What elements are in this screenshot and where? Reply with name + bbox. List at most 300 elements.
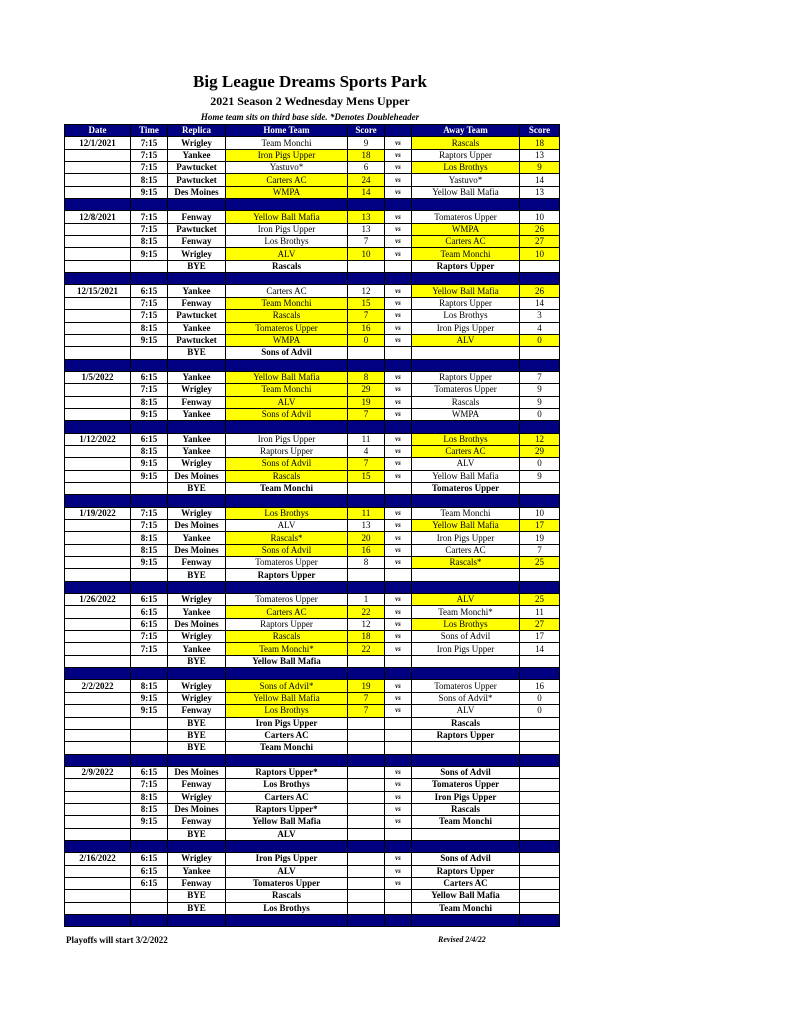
replica-cell: BYE — [168, 569, 226, 581]
away-score-cell: 17 — [520, 520, 560, 532]
away-score-cell — [520, 865, 560, 877]
date-cell — [65, 717, 131, 729]
away-team-cell: Rascals — [412, 803, 520, 815]
away-team-cell: Rascals* — [412, 557, 520, 569]
home-score-cell — [348, 816, 385, 828]
away-score-cell — [520, 655, 560, 667]
time-cell — [131, 742, 168, 754]
away-score-cell: 4 — [520, 322, 560, 334]
separator-cell — [226, 915, 348, 927]
home-score-cell — [348, 347, 385, 359]
away-team-cell: WMPA — [412, 408, 520, 420]
separator-cell — [226, 754, 348, 766]
replica-cell: Yankee — [168, 643, 226, 655]
header-away-score: Score — [520, 125, 560, 137]
home-team-cell: Rascals — [226, 470, 348, 482]
separator-cell — [412, 495, 520, 507]
date-cell: 12/8/2021 — [65, 211, 131, 223]
separator-cell — [131, 199, 168, 211]
replica-cell: Wrigley — [168, 594, 226, 606]
away-score-cell: 18 — [520, 137, 560, 149]
away-score-cell: 10 — [520, 248, 560, 260]
replica-cell: Yankee — [168, 408, 226, 420]
vs-cell: vs — [385, 470, 412, 482]
vs-cell: vs — [385, 520, 412, 532]
away-team-cell: Team Monchi — [412, 816, 520, 828]
time-cell: 7:15 — [131, 297, 168, 309]
separator-cell — [520, 199, 560, 211]
vs-cell: vs — [385, 445, 412, 457]
away-team-cell: WMPA — [412, 223, 520, 235]
time-cell — [131, 655, 168, 667]
separator-cell — [348, 915, 385, 927]
away-team-cell: Tomateros Upper — [412, 680, 520, 692]
home-team-cell: Tomateros Upper — [226, 594, 348, 606]
vs-cell: vs — [385, 791, 412, 803]
away-score-cell: 3 — [520, 310, 560, 322]
home-score-cell: 7 — [348, 458, 385, 470]
date-cell — [65, 631, 131, 643]
replica-cell: Pawtucket — [168, 223, 226, 235]
vs-cell: vs — [385, 297, 412, 309]
time-cell: 9:15 — [131, 692, 168, 704]
home-score-cell: 19 — [348, 396, 385, 408]
home-score-cell: 16 — [348, 544, 385, 556]
home-team-cell: Tomateros Upper — [226, 877, 348, 889]
date-cell — [65, 902, 131, 914]
home-score-cell — [348, 877, 385, 889]
separator-cell — [65, 199, 131, 211]
home-score-cell: 19 — [348, 680, 385, 692]
date-cell — [65, 408, 131, 420]
away-score-cell: 11 — [520, 606, 560, 618]
away-score-cell: 17 — [520, 631, 560, 643]
away-team-cell: ALV — [412, 458, 520, 470]
separator-cell — [348, 199, 385, 211]
home-score-cell — [348, 717, 385, 729]
table-row — [65, 211, 560, 223]
replica-cell: Fenway — [168, 211, 226, 223]
away-team-cell: Rascals — [412, 137, 520, 149]
home-team-cell: Iron Pigs Upper — [226, 223, 348, 235]
week-separator — [65, 495, 560, 507]
vs-cell — [385, 482, 412, 494]
separator-cell — [168, 668, 226, 680]
replica-cell: Pawtucket — [168, 174, 226, 186]
away-team-cell: Los Brothys — [412, 433, 520, 445]
separator-cell — [65, 840, 131, 852]
date-cell — [65, 384, 131, 396]
vs-cell: vs — [385, 507, 412, 519]
away-score-cell — [520, 260, 560, 272]
time-cell: 6:15 — [131, 433, 168, 445]
time-cell: 6:15 — [131, 285, 168, 297]
home-score-cell: 7 — [348, 408, 385, 420]
separator-cell — [65, 581, 131, 593]
separator-cell — [412, 273, 520, 285]
separator-cell — [226, 359, 348, 371]
time-cell: 6:15 — [131, 877, 168, 889]
vs-cell: vs — [385, 384, 412, 396]
home-score-cell: 22 — [348, 643, 385, 655]
vs-cell: vs — [385, 174, 412, 186]
separator-cell — [65, 421, 131, 433]
time-cell: 9:15 — [131, 458, 168, 470]
replica-cell: Wrigley — [168, 680, 226, 692]
vs-cell: vs — [385, 865, 412, 877]
away-score-cell — [520, 717, 560, 729]
time-cell: 8:15 — [131, 174, 168, 186]
home-team-cell: Raptors Upper — [226, 445, 348, 457]
time-cell: 9:15 — [131, 557, 168, 569]
table-row — [65, 742, 560, 754]
home-score-cell: 7 — [348, 692, 385, 704]
replica-cell: Wrigley — [168, 384, 226, 396]
home-team-cell: Iron Pigs Upper — [226, 149, 348, 161]
separator-cell — [385, 495, 412, 507]
date-cell: 1/12/2022 — [65, 433, 131, 445]
home-team-cell: Carters AC — [226, 174, 348, 186]
date-cell — [65, 791, 131, 803]
away-score-cell: 0 — [520, 458, 560, 470]
separator-cell — [520, 359, 560, 371]
time-cell: 9:15 — [131, 186, 168, 198]
home-score-cell — [348, 729, 385, 741]
date-cell — [65, 347, 131, 359]
away-team-cell: Raptors Upper — [412, 729, 520, 741]
replica-cell: Wrigley — [168, 692, 226, 704]
home-team-cell: Team Monchi — [226, 482, 348, 494]
date-cell — [65, 606, 131, 618]
away-score-cell — [520, 803, 560, 815]
time-cell: 8:15 — [131, 236, 168, 248]
replica-cell: Fenway — [168, 396, 226, 408]
time-cell: 6:15 — [131, 594, 168, 606]
replica-cell: Fenway — [168, 816, 226, 828]
date-cell: 1/19/2022 — [65, 507, 131, 519]
table-row — [65, 890, 560, 902]
time-cell: 8:15 — [131, 396, 168, 408]
home-score-cell: 12 — [348, 285, 385, 297]
vs-cell: vs — [385, 816, 412, 828]
time-cell: 7:15 — [131, 310, 168, 322]
date-cell — [65, 816, 131, 828]
separator-cell — [131, 495, 168, 507]
time-cell: 6:15 — [131, 865, 168, 877]
away-team-cell: Los Brothys — [412, 162, 520, 174]
away-team-cell: Tomateros Upper — [412, 211, 520, 223]
home-team-cell: Yellow Ball Mafia — [226, 692, 348, 704]
separator-cell — [348, 840, 385, 852]
home-score-cell: 20 — [348, 532, 385, 544]
away-score-cell: 9 — [520, 162, 560, 174]
date-cell — [65, 248, 131, 260]
table-row — [65, 408, 560, 420]
away-score-cell: 10 — [520, 507, 560, 519]
table-row — [65, 347, 560, 359]
away-team-cell: Team Monchi — [412, 902, 520, 914]
separator-cell — [131, 840, 168, 852]
page-title: Big League Dreams Sports Park — [193, 72, 427, 91]
replica-cell: BYE — [168, 902, 226, 914]
home-team-cell: Raptors Upper — [226, 569, 348, 581]
away-team-cell: Iron Pigs Upper — [412, 791, 520, 803]
away-team-cell: Raptors Upper — [412, 865, 520, 877]
table-row — [65, 433, 560, 445]
header-vs — [385, 125, 412, 137]
home-score-cell: 18 — [348, 631, 385, 643]
week-separator — [65, 668, 560, 680]
away-score-cell: 0 — [520, 334, 560, 346]
header-date: Date — [65, 125, 131, 137]
vs-cell: vs — [385, 236, 412, 248]
header-away-team: Away Team — [412, 125, 520, 137]
away-score-cell — [520, 828, 560, 840]
away-team-cell: Yellow Ball Mafia — [412, 186, 520, 198]
away-team-cell — [412, 742, 520, 754]
vs-cell — [385, 828, 412, 840]
home-team-cell: Raptors Upper* — [226, 766, 348, 778]
vs-cell — [385, 655, 412, 667]
separator-cell — [412, 840, 520, 852]
home-score-cell — [348, 779, 385, 791]
home-score-cell: 11 — [348, 433, 385, 445]
home-score-cell — [348, 902, 385, 914]
page-note: Home team sits on third base side. *Denotes Doubleheader — [200, 112, 420, 122]
vs-cell: vs — [385, 433, 412, 445]
date-cell — [65, 470, 131, 482]
replica-cell: BYE — [168, 655, 226, 667]
table-row — [65, 594, 560, 606]
header-time: Time — [131, 125, 168, 137]
time-cell: 9:15 — [131, 705, 168, 717]
table-row — [65, 618, 560, 630]
replica-cell: Fenway — [168, 705, 226, 717]
away-team-cell: Carters AC — [412, 236, 520, 248]
home-team-cell: Carters AC — [226, 729, 348, 741]
separator-cell — [348, 754, 385, 766]
time-cell: 8:15 — [131, 445, 168, 457]
table-row — [65, 223, 560, 235]
playoffs-note: Playoffs will start 3/2/2022 — [66, 935, 168, 945]
home-score-cell: 6 — [348, 162, 385, 174]
separator-cell — [520, 581, 560, 593]
home-team-cell: Rascals* — [226, 532, 348, 544]
home-team-cell: Yellow Ball Mafia — [226, 211, 348, 223]
home-team-cell: Los Brothys — [226, 902, 348, 914]
home-team-cell: Sons of Advil — [226, 347, 348, 359]
away-score-cell — [520, 482, 560, 494]
separator-cell — [65, 359, 131, 371]
table-row — [65, 828, 560, 840]
away-score-cell — [520, 766, 560, 778]
date-cell — [65, 729, 131, 741]
away-team-cell: Los Brothys — [412, 618, 520, 630]
away-score-cell: 13 — [520, 149, 560, 161]
table-row — [65, 322, 560, 334]
home-score-cell: 11 — [348, 507, 385, 519]
home-score-cell: 13 — [348, 520, 385, 532]
replica-cell: Wrigley — [168, 853, 226, 865]
away-score-cell: 27 — [520, 618, 560, 630]
vs-cell: vs — [385, 396, 412, 408]
away-score-cell: 13 — [520, 186, 560, 198]
week-separator — [65, 273, 560, 285]
date-cell — [65, 544, 131, 556]
separator-cell — [385, 581, 412, 593]
time-cell — [131, 828, 168, 840]
time-cell: 7:15 — [131, 137, 168, 149]
away-team-cell: Raptors Upper — [412, 149, 520, 161]
away-score-cell — [520, 742, 560, 754]
table-row — [65, 544, 560, 556]
vs-cell: vs — [385, 766, 412, 778]
home-score-cell — [348, 742, 385, 754]
date-cell — [65, 532, 131, 544]
table-row — [65, 692, 560, 704]
separator-cell — [65, 668, 131, 680]
date-cell — [65, 828, 131, 840]
away-score-cell — [520, 890, 560, 902]
time-cell: 6:15 — [131, 853, 168, 865]
table-row — [65, 507, 560, 519]
separator-cell — [385, 915, 412, 927]
replica-cell: BYE — [168, 260, 226, 272]
home-team-cell: Sons of Advil — [226, 544, 348, 556]
home-score-cell — [348, 791, 385, 803]
home-score-cell: 8 — [348, 371, 385, 383]
separator-cell — [168, 421, 226, 433]
home-score-cell: 7 — [348, 705, 385, 717]
vs-cell — [385, 890, 412, 902]
away-team-cell: Iron Pigs Upper — [412, 643, 520, 655]
home-team-cell: Yastuvo* — [226, 162, 348, 174]
separator-cell — [168, 915, 226, 927]
time-cell: 9:15 — [131, 816, 168, 828]
table-row — [65, 569, 560, 581]
date-cell — [65, 445, 131, 457]
time-cell — [131, 890, 168, 902]
vs-cell: vs — [385, 334, 412, 346]
replica-cell: Wrigley — [168, 507, 226, 519]
time-cell: 7:15 — [131, 223, 168, 235]
away-score-cell — [520, 877, 560, 889]
home-score-cell — [348, 890, 385, 902]
home-score-cell: 8 — [348, 557, 385, 569]
vs-cell: vs — [385, 618, 412, 630]
separator-cell — [226, 495, 348, 507]
away-score-cell: 29 — [520, 445, 560, 457]
separator-cell — [168, 495, 226, 507]
home-score-cell — [348, 865, 385, 877]
time-cell — [131, 260, 168, 272]
replica-cell: Des Moines — [168, 618, 226, 630]
vs-cell: vs — [385, 408, 412, 420]
replica-cell: Yankee — [168, 371, 226, 383]
home-team-cell: Los Brothys — [226, 507, 348, 519]
week-separator — [65, 199, 560, 211]
replica-cell: Des Moines — [168, 766, 226, 778]
home-score-cell: 18 — [348, 149, 385, 161]
separator-cell — [168, 273, 226, 285]
table-row — [65, 643, 560, 655]
table-row — [65, 371, 560, 383]
away-score-cell: 14 — [520, 643, 560, 655]
away-score-cell: 0 — [520, 705, 560, 717]
away-score-cell: 25 — [520, 557, 560, 569]
table-row — [65, 174, 560, 186]
table-row — [65, 803, 560, 815]
vs-cell: vs — [385, 877, 412, 889]
separator-cell — [65, 273, 131, 285]
replica-cell: Yankee — [168, 322, 226, 334]
vs-cell — [385, 260, 412, 272]
date-cell — [65, 297, 131, 309]
away-team-cell: Team Monchi — [412, 507, 520, 519]
separator-cell — [348, 495, 385, 507]
separator-cell — [131, 359, 168, 371]
vs-cell — [385, 347, 412, 359]
replica-cell: BYE — [168, 729, 226, 741]
home-score-cell — [348, 803, 385, 815]
table-row — [65, 853, 560, 865]
separator-cell — [412, 421, 520, 433]
time-cell: 8:15 — [131, 803, 168, 815]
date-cell — [65, 149, 131, 161]
separator-cell — [131, 421, 168, 433]
away-team-cell: Carters AC — [412, 877, 520, 889]
replica-cell: Wrigley — [168, 791, 226, 803]
away-score-cell: 14 — [520, 174, 560, 186]
date-cell — [65, 803, 131, 815]
table-header-row — [65, 125, 560, 137]
table-row — [65, 655, 560, 667]
vs-cell: vs — [385, 137, 412, 149]
away-score-cell — [520, 791, 560, 803]
away-team-cell: Tomateros Upper — [412, 779, 520, 791]
separator-cell — [385, 754, 412, 766]
home-score-cell: 22 — [348, 606, 385, 618]
separator-cell — [412, 668, 520, 680]
vs-cell: vs — [385, 211, 412, 223]
home-team-cell: ALV — [226, 865, 348, 877]
away-team-cell: Yastuvo* — [412, 174, 520, 186]
home-score-cell: 13 — [348, 211, 385, 223]
away-team-cell: Team Monchi* — [412, 606, 520, 618]
vs-cell: vs — [385, 803, 412, 815]
time-cell — [131, 729, 168, 741]
vs-cell: vs — [385, 680, 412, 692]
replica-cell: Des Moines — [168, 520, 226, 532]
schedule-body — [65, 137, 560, 927]
separator-cell — [226, 668, 348, 680]
replica-cell: BYE — [168, 347, 226, 359]
vs-cell — [385, 902, 412, 914]
table-row — [65, 766, 560, 778]
replica-cell: BYE — [168, 717, 226, 729]
vs-cell: vs — [385, 692, 412, 704]
date-cell: 1/5/2022 — [65, 371, 131, 383]
revised-date: Revised 2/4/22 — [438, 935, 486, 944]
table-row — [65, 149, 560, 161]
separator-cell — [385, 668, 412, 680]
away-team-cell: ALV — [412, 705, 520, 717]
date-cell: 2/9/2022 — [65, 766, 131, 778]
away-score-cell — [520, 779, 560, 791]
away-team-cell: Raptors Upper — [412, 260, 520, 272]
away-score-cell — [520, 347, 560, 359]
away-score-cell: 26 — [520, 285, 560, 297]
